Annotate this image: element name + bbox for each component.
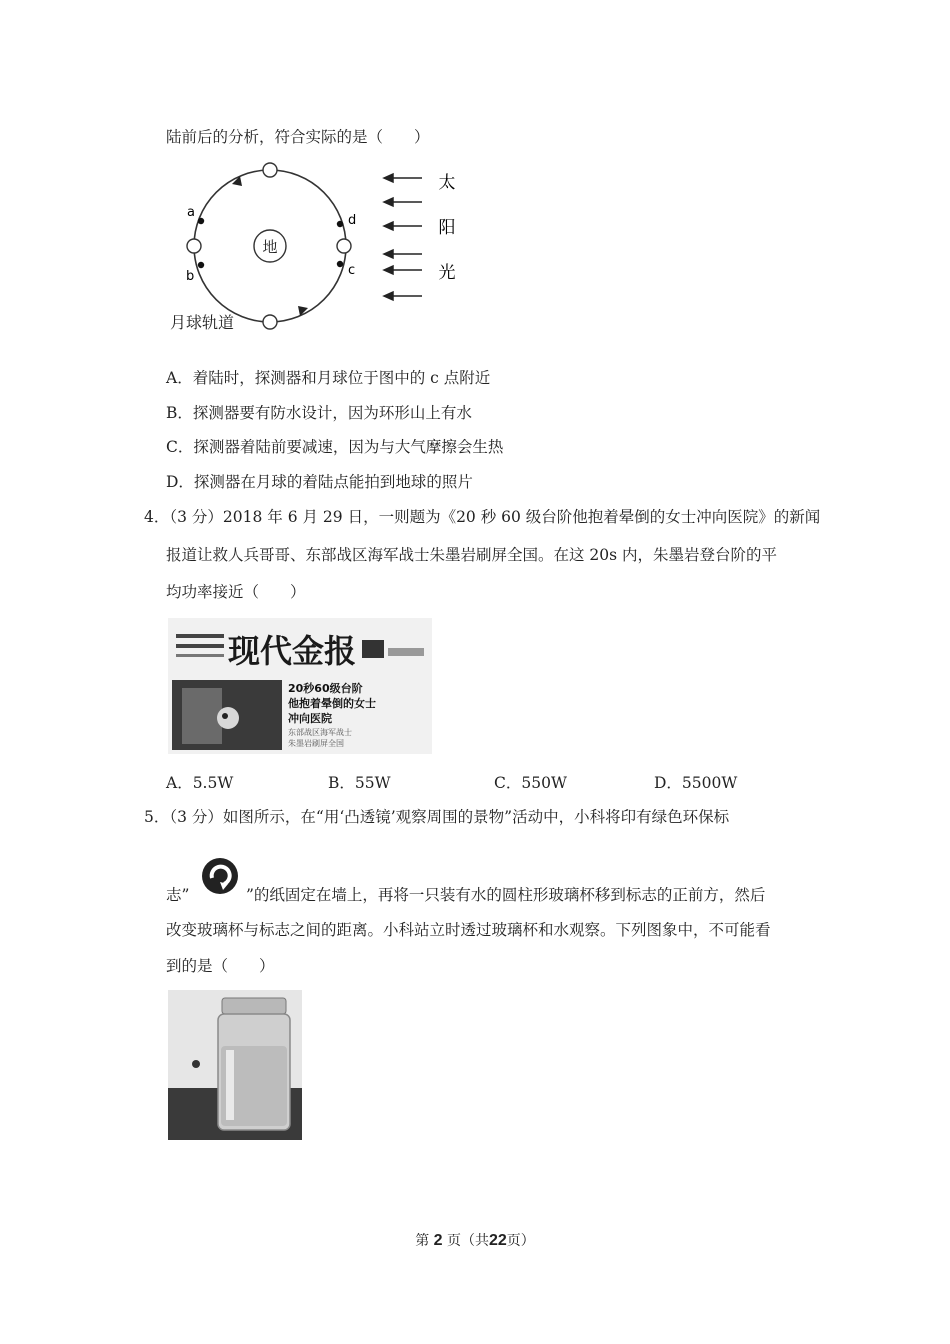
q4-option-a: A．5.5W bbox=[166, 774, 234, 792]
q5-line-2-post: ”的纸固定在墙上，再将一只装有水的圆柱形玻璃杯移到标志的正前方，然后 bbox=[246, 886, 766, 904]
moon-top bbox=[263, 163, 277, 177]
footer-mid: 页（共 bbox=[447, 1233, 489, 1249]
glass-water-photo bbox=[168, 990, 302, 1140]
q5-line-4: 到的是（ ） bbox=[166, 957, 275, 975]
footer-page-number: 2 bbox=[433, 1232, 443, 1249]
footer-suffix: 页） bbox=[506, 1233, 535, 1249]
recycle-logo-icon bbox=[200, 856, 240, 896]
newspaper-sub-1: 东部战区海军战士 bbox=[288, 728, 352, 737]
moon-right bbox=[337, 239, 351, 253]
q4-option-c: C．550W bbox=[494, 774, 567, 792]
point-b bbox=[198, 262, 204, 268]
orbit-label: 月球轨道 bbox=[170, 313, 235, 332]
q4-option-b: B．55W bbox=[328, 774, 391, 792]
sun-char-3: 光 bbox=[438, 263, 456, 283]
q4-line-3: 均功率接近（ ） bbox=[166, 583, 306, 601]
point-d bbox=[337, 221, 343, 227]
q4-line-2: 报道让救人兵哥哥、东部战区海军战士朱墨岩刷屏全国。在这 20s 内，朱墨岩登台阶的平 bbox=[166, 546, 778, 564]
newspaper-masthead: 现代金报 bbox=[228, 632, 357, 670]
newspaper-headline-3: 冲向医院 bbox=[288, 712, 332, 725]
q5-line-1: 5．（3 分）如图所示，在“用‘凸透镜’观察周围的景物”活动中，小科将印有绿色环保标 bbox=[144, 808, 730, 826]
sun-char-1: 太 bbox=[438, 173, 456, 193]
moon-left bbox=[187, 239, 201, 253]
newspaper-image bbox=[168, 618, 432, 754]
newspaper-headline-1: 20秒60级台阶 bbox=[288, 682, 363, 695]
label-c: c bbox=[348, 263, 356, 278]
page-footer bbox=[0, 1230, 950, 1250]
footer-prefix: 第 bbox=[415, 1233, 430, 1249]
label-a: a bbox=[187, 205, 195, 220]
moon-bottom bbox=[263, 315, 277, 329]
earth-label: 地 bbox=[262, 238, 278, 256]
label-d: d bbox=[348, 213, 357, 228]
point-a bbox=[198, 218, 204, 224]
newspaper-sub-2: 朱墨岩刷屏全国 bbox=[288, 739, 344, 748]
label-b: b bbox=[186, 269, 195, 284]
sun-char-2: 阳 bbox=[438, 218, 456, 238]
point-c bbox=[337, 261, 343, 267]
q3-option-b: B．探测器要有防水设计，因为环形山上有水 bbox=[166, 404, 472, 422]
q3-option-d: D．探测器在月球的着陆点能拍到地球的照片 bbox=[166, 473, 473, 491]
q4-option-d: D．5500W bbox=[654, 774, 738, 792]
q5-line-3: 改变玻璃杯与标志之间的距离。小科站立时透过玻璃杯和水观察。下列图象中，不可能看 bbox=[166, 921, 771, 939]
q4-line-1: 4．（3 分）2018 年 6 月 29 日，一则题为《20 秒 60 级台阶他抱着晕倒的女士冲向医院》的新闻 bbox=[144, 508, 821, 526]
sunlight-arrows bbox=[384, 174, 422, 300]
moon-orbit-diagram bbox=[160, 158, 470, 338]
q3-option-a: A．着陆时，探测器和月球位于图中的 c 点附近 bbox=[166, 369, 491, 387]
footer-total-pages: 22 bbox=[489, 1232, 507, 1249]
wall-logo-icon bbox=[192, 1060, 200, 1068]
q3-stem-tail: 陆前后的分析，符合实际的是（ ） bbox=[166, 128, 430, 146]
newspaper-headline-2: 他抱着晕倒的女士 bbox=[288, 697, 376, 710]
q3-option-c: C．探测器着陆前要减速，因为与大气摩擦会生热 bbox=[166, 438, 504, 456]
q5-line-2-pre: 志” bbox=[166, 886, 190, 904]
